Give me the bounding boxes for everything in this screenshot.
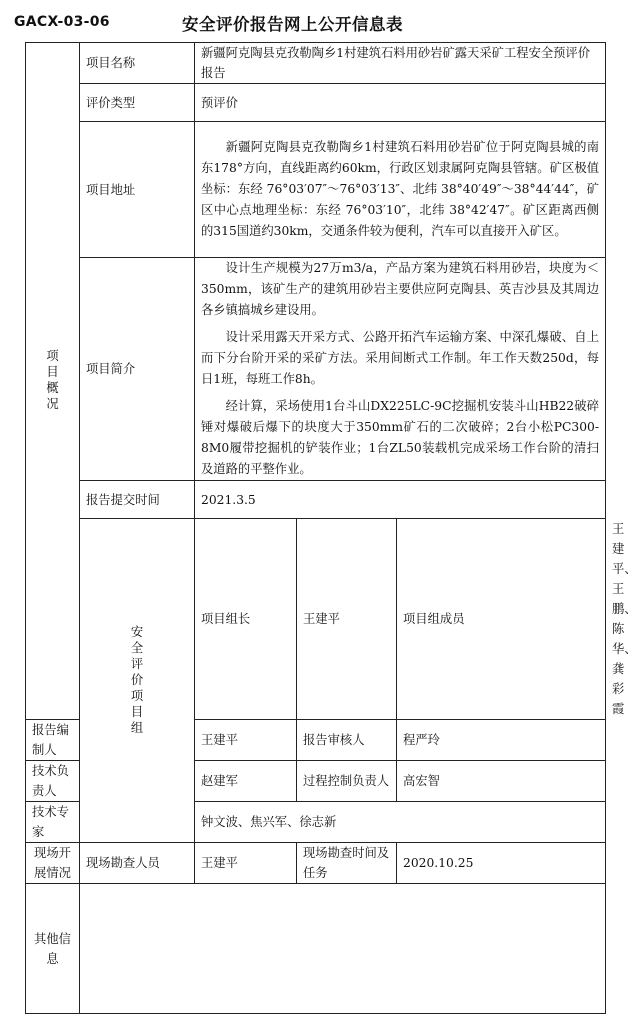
value-site-surveyor: 王建平 <box>195 843 297 884</box>
label-site-surveyor: 现场勘查人员 <box>80 843 195 884</box>
row-evaluation-type <box>26 84 606 122</box>
label-report-reviewer: 报告审核人 <box>297 720 397 761</box>
value-report-reviewer: 程严玲 <box>397 720 606 761</box>
label-tech-lead: 技术负责人 <box>26 761 80 802</box>
value-team-leader: 王建平 <box>297 519 397 720</box>
category-other: 其他信息 <box>26 884 80 1014</box>
row-project-address <box>26 122 606 258</box>
value-evaluation-type: 预评价 <box>195 84 606 122</box>
value-project-intro <box>195 258 606 481</box>
value-project-address <box>195 122 606 258</box>
category-team: 安全评价项目组 <box>80 519 195 843</box>
address-text: 新疆阿克陶县克孜勒陶乡1村建筑石料用砂岩矿位于阿克陶县城的南东178°方向，直线距离约60km，行政区划隶属阿克陶县管辖。矿区极值坐标：东经 76°03′07″～76°03′13″、北纬 38°40′49″～38°44′44″，矿区中心点地理坐标：东经 76°03′10″，北纬 38°42′47″。矿区距离西侧的315国道约30km，交通条件较为便利，汽车可以直接开入矿区。 <box>201 140 600 238</box>
category-overview: 项目概况 <box>26 43 80 720</box>
value-report-author: 王建平 <box>195 720 297 761</box>
row-team-leader: 安全评价项目组 项目组长 王建平 项目组成员 王建平、王鹏、陈华、龚彩霞 <box>26 519 606 720</box>
value-survey-time: 2020.10.25 <box>397 843 606 884</box>
value-submit-time: 2021.3.5 <box>195 481 606 519</box>
value-tech-lead: 赵建军 <box>195 761 297 802</box>
value-process-control: 高宏智 <box>397 761 606 802</box>
label-report-author: 报告编制人 <box>26 720 80 761</box>
row-project-name <box>26 43 606 84</box>
info-table <box>25 42 637 1014</box>
intro-paragraph: 经计算，采场使用1台斗山DX225LC-9C挖掘机安装斗山HB22破碎锤对爆破后爆下的块度大于350mm矿石的二次破碎；2台小松PC300-8M0履带挖掘机的铲装作业；1台ZL50装载机完成采场工作台阶的清扫及道路的平整作业。 <box>201 399 600 476</box>
label-survey-time: 现场勘查时间及任务 <box>297 843 397 884</box>
label-team-leader: 项目组长 <box>195 519 297 720</box>
value-other-info <box>80 884 606 1014</box>
row-project-intro <box>26 258 606 481</box>
intro-paragraph: 设计生产规模为27万m3/a，产品方案为建筑石料用砂岩，块度为＜350mm，该矿生产的建筑用砂岩主要供应阿克陶县、英吉沙县及其周边各乡镇搞城乡建设用。 <box>201 261 600 317</box>
value-project-name: 新疆阿克陶县克孜勒陶乡1村建筑石料用砂岩矿露天采矿工程安全预评价报告 <box>195 43 606 84</box>
document-header <box>14 10 614 36</box>
row-submit-time <box>26 481 606 519</box>
value-tech-experts: 钟文波、焦兴军、徐志新 <box>195 802 606 843</box>
label-project-address: 项目地址 <box>80 122 195 258</box>
label-project-name: 项目名称 <box>80 43 195 84</box>
form-code: GACX-03-06 <box>14 14 110 30</box>
category-site: 现场开展情况 <box>26 843 80 884</box>
page-title: 安全评价报告网上公开信息表 <box>182 15 403 34</box>
intro-paragraph: 设计采用露天开采方式、公路开拓汽车运输方案、中深孔爆破、自上而下分台阶开采的采矿方法。采用间断式工作制。年工作天数250d，每日1班，每班工作8h。 <box>201 330 600 386</box>
label-team-members: 项目组成员 <box>397 519 606 720</box>
label-submit-time: 报告提交时间 <box>80 481 195 519</box>
label-project-intro: 项目简介 <box>80 258 195 481</box>
label-tech-experts: 技术专家 <box>26 802 80 843</box>
row-other-info <box>26 884 606 1014</box>
label-process-control: 过程控制负责人 <box>297 761 397 802</box>
label-evaluation-type: 评价类型 <box>80 84 195 122</box>
row-site-survey <box>26 843 606 884</box>
